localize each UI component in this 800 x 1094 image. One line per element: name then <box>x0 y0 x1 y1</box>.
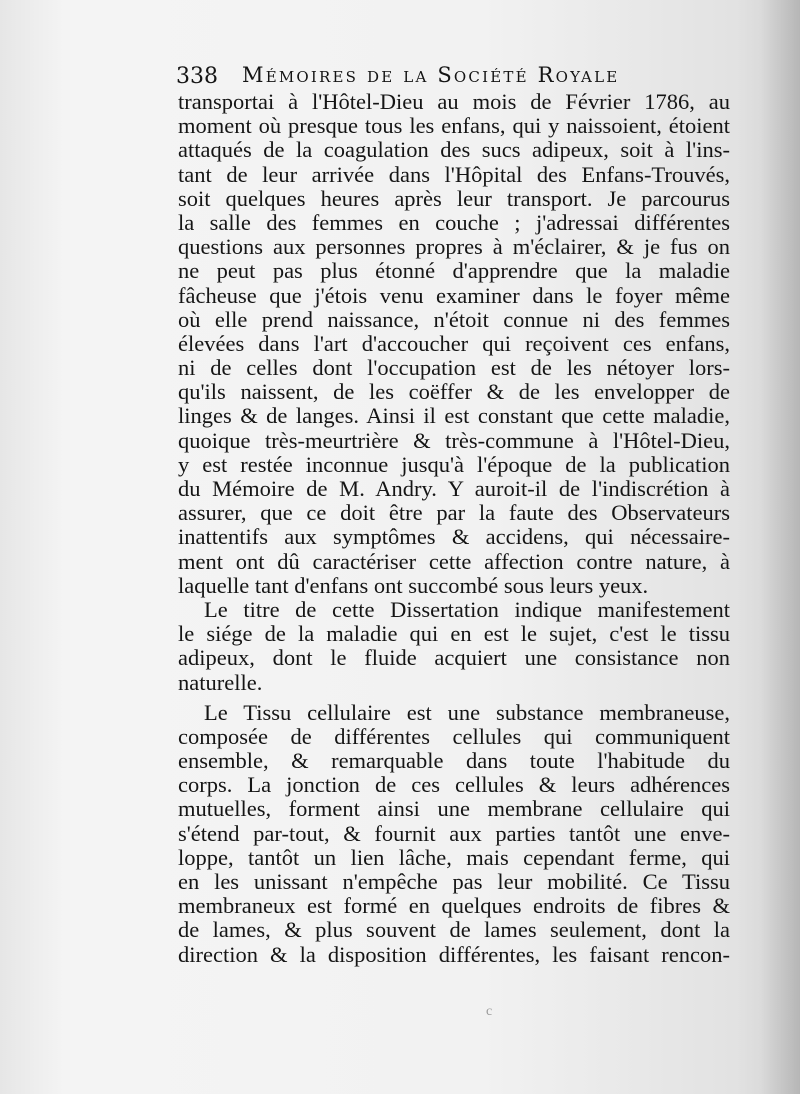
running-head <box>176 58 736 92</box>
signature-mark: c <box>486 1004 493 1019</box>
text-line: le siége de la maladie qui en est le sujet, c'est le tissu <box>178 621 730 647</box>
body-text <box>178 90 730 967</box>
text-line: tant de leur arrivée dans l'Hôpital des Enfans-Trouvés, <box>178 161 730 187</box>
text-line: mutuelles, forment ainsi une membrane cellulaire qui <box>178 796 730 822</box>
text-line: direction & la disposition différentes, les faisant rencon- <box>178 941 730 967</box>
text-line: questions aux personnes propres à m'éclairer, & je fus on <box>178 234 730 260</box>
text-line: adipeux, dont le fluide acquiert une consistance non <box>178 645 730 671</box>
text-line: soit quelques heures après leur transport. Je parcourus <box>178 185 730 211</box>
text-line: moment où presque tous les enfans, qui y naissoient, étoient <box>178 113 730 139</box>
text-line: attaqués de la coagulation des sucs adipeux, soit à l'ins- <box>178 137 730 163</box>
text-line: qu'ils naissent, de les coëffer & de les envelopper de <box>178 379 730 405</box>
text-line: la salle des femmes en couche ; j'adressai différentes <box>178 209 730 235</box>
text-line: naturelle. <box>178 669 263 695</box>
text-line: ni de celles dont l'occupation est de les nétoyer lors- <box>178 355 730 381</box>
paragraph-tissu-cellulaire <box>178 701 730 967</box>
text-line: membraneux est formé en quelques endroits de fibres & <box>178 893 730 919</box>
text-line: corps. La jonction de ces cellules & leurs adhérences <box>178 772 730 798</box>
text-line: élevées dans l'art d'accoucher qui reçoivent ces enfans, <box>178 330 730 356</box>
page-edge-shadow <box>760 0 800 1094</box>
text-line: Le titre de cette Dissertation indique manifestement <box>204 596 730 622</box>
text-line: y est restée inconnue jusqu'à l'époque de la publication <box>178 451 730 477</box>
text-line: laquelle tant d'enfans ont succombé sous leurs yeux. <box>178 572 649 598</box>
text-line: linges & de langes. Ainsi il est constant que cette maladie, <box>178 403 730 429</box>
text-line: assurer, que ce doit être par la faute des Observateurs <box>178 500 730 526</box>
text-line: ment ont dû caractériser cette affection contre nature, à <box>178 548 730 574</box>
paragraph-continued <box>178 90 730 598</box>
text-line: en les unissant n'empêche pas leur mobilité. Ce Tissu <box>178 869 730 894</box>
text-line: Le Tissu cellulaire est une substance membraneuse, <box>204 699 730 725</box>
running-head-title: Mémoires de la Société Royale <box>242 63 620 87</box>
text-line: fâcheuse que j'étois venu examiner dans le foyer même <box>178 282 730 308</box>
text-line: ne peut pas plus étonné d'apprendre que la maladie <box>178 258 730 284</box>
page-number: 338 <box>176 64 218 89</box>
text-line: loppe, tantôt un lien lâche, mais cependant ferme, qui <box>178 844 730 870</box>
text-line: s'étend par-tout, & fournit aux parties tantôt une enve- <box>178 820 730 846</box>
text-line: de lames, & plus souvent de lames seulement, dont la <box>178 917 730 943</box>
text-line: quoique très-meurtrière & très-commune à l'Hôtel-Dieu, <box>178 427 730 453</box>
text-line: inattentifs aux symptômes & accidens, qui nécessaire- <box>178 524 730 550</box>
text-line: où elle prend naissance, n'étoit connue ni des femmes <box>178 306 730 332</box>
text-line: ensemble, & remarquable dans toute l'habitude du <box>178 748 730 774</box>
text-line: transportai à l'Hôtel-Dieu au mois de Février 1786, au <box>178 89 730 114</box>
text-line: composée de différentes cellules qui communiquent <box>178 723 730 749</box>
paragraph-title-of-dissertation <box>178 598 730 695</box>
text-line: du Mémoire de M. Andry. Y auroit-il de l'indiscrétion à <box>178 476 730 501</box>
